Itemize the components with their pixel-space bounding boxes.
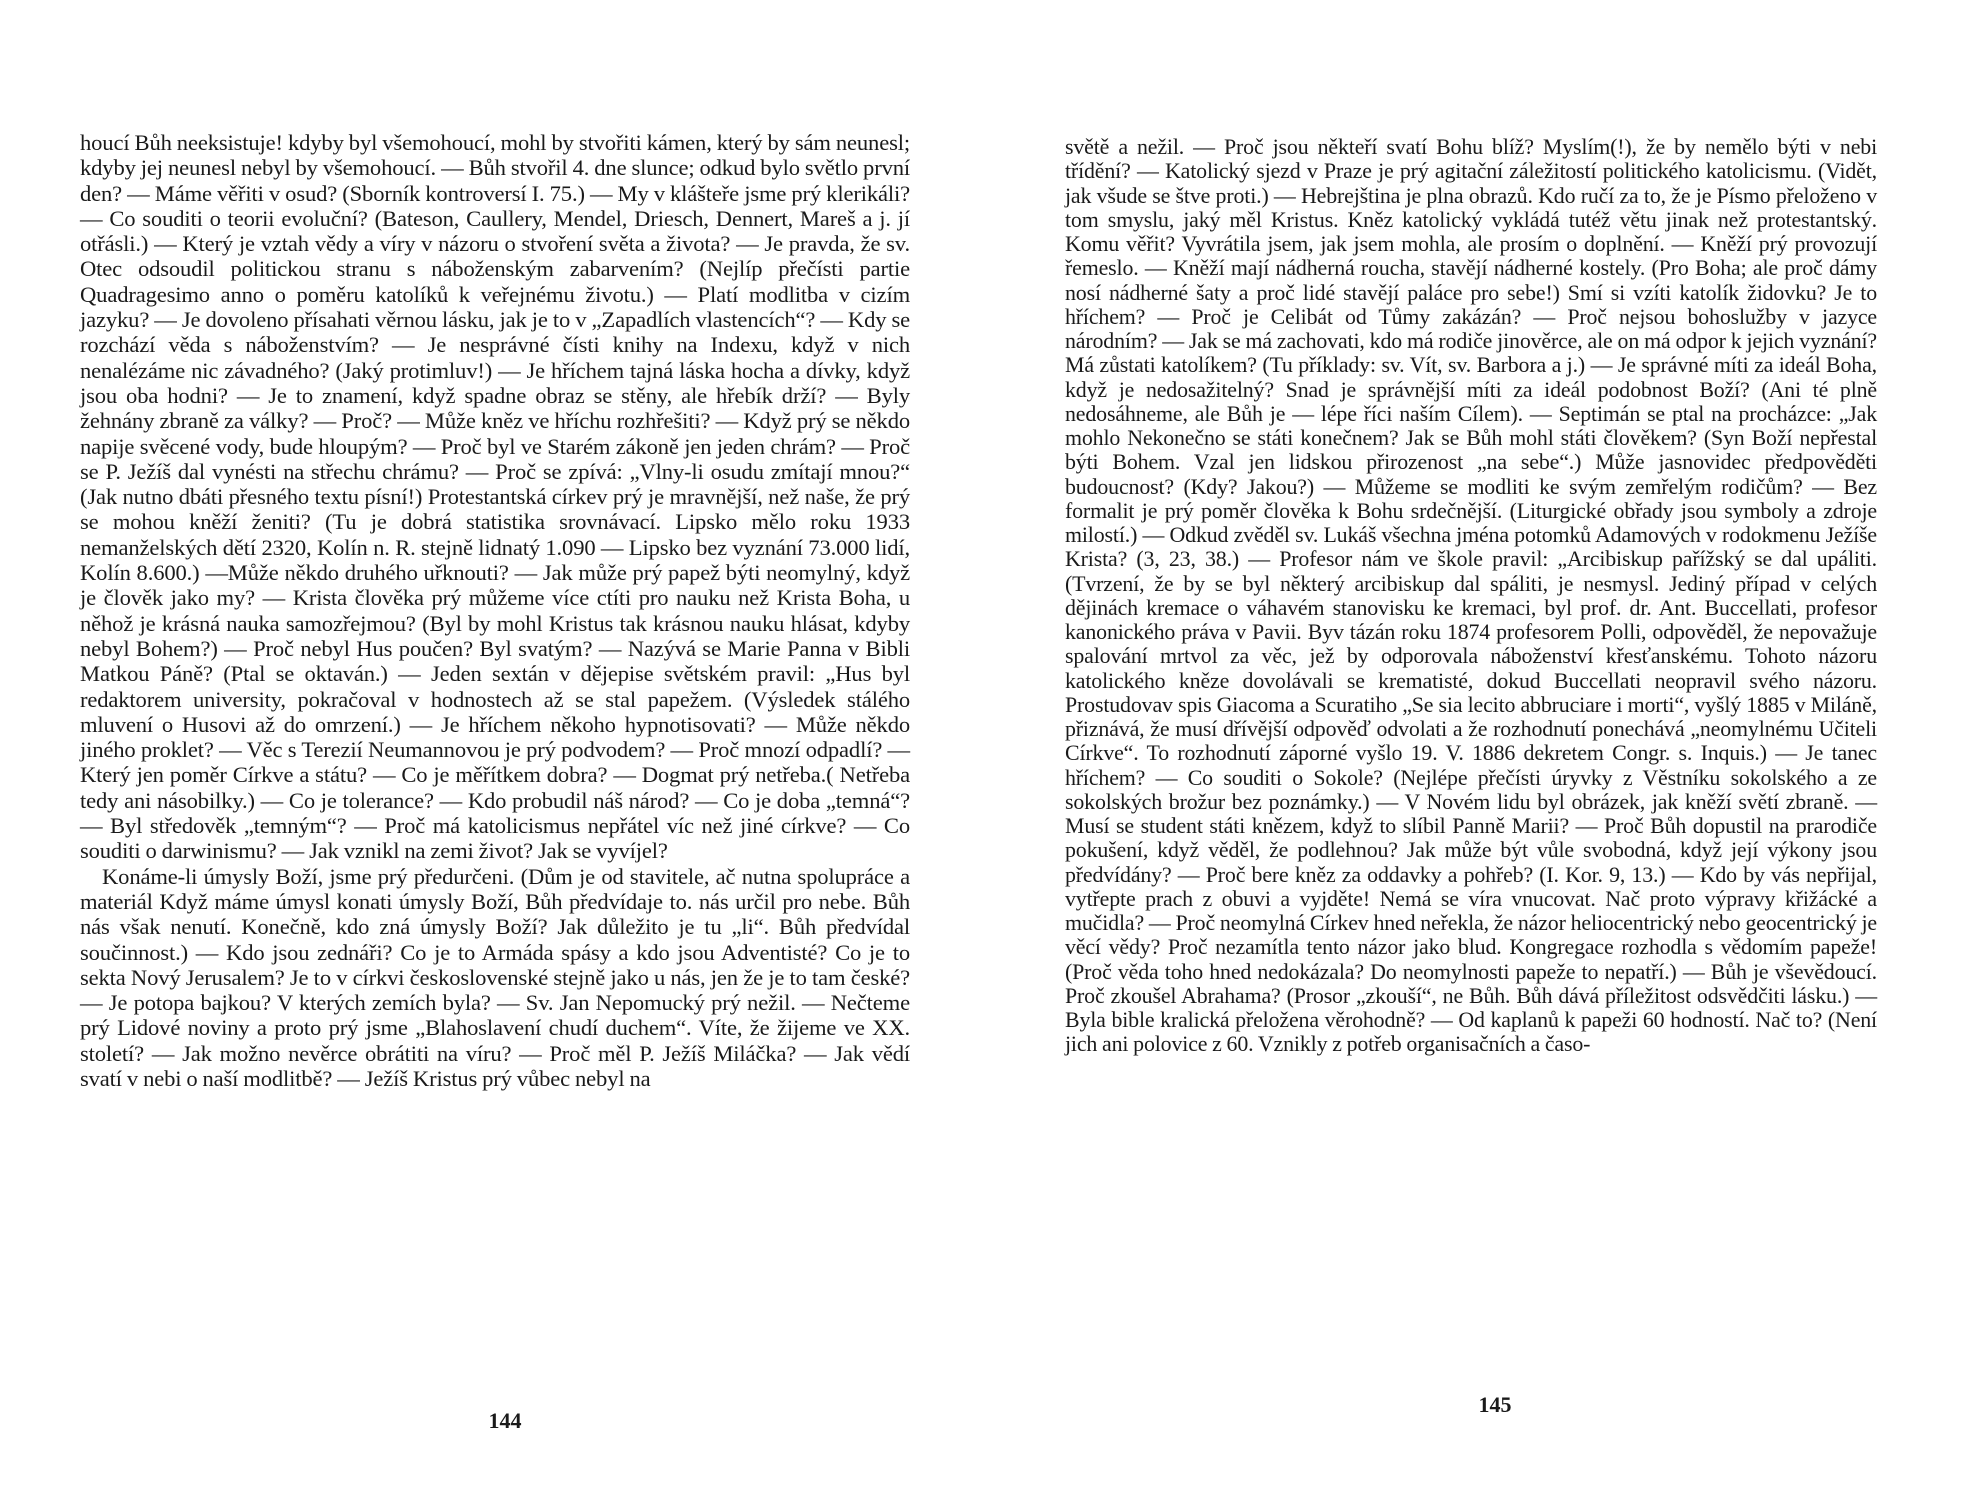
left-page (80, 0, 910, 1500)
page-number-left: 144 (488, 1408, 522, 1433)
left-paragraph-1: houcí Bůh neeksistuje! kdyby byl všemohoucí, mohl by stvořiti kámen, který by sám neunesl; kdyby jej neunesl nebyl by všemohoucí. — Bůh stvořil 4. dne slunce; odkud bylo světlo první den? — Máme věřiti v osud? (Sborník kontroversí I. 75.) — My v klášteře jsme prý klerikáli? — Co souditi o teorii evoluční? (Bateson, Caullery, Mendel, Driesch, Dennert, Mareš a j. jí otřásli.) — Který je vztah vědy a víry v názoru o stvoření světa a života? — Je pravda, že sv. Otec odsoudil politickou stranu s náboženským zabarvením? (Nejlíp přečísti partie Quadragesimo anno o poměru katolíků k veřejnému životu.) — Platí modlitba v cizím jazyku? — Je dovoleno přísahati věrnou lásku, jak je to v „Zapadlích vlastencích“? — Kdy se rozchází věda s náboženstvím? — Je nesprávné čísti knihy na Indexu, když v nich nenalézáme nic závadného? (Jaký protimluv!) — Je hříchem tajná láska hocha a dívky, když jsou oba hodni? — Je to znamení, když spadne obraz se stěny, ale hřebík drží? — Byly žehnány zbraně za války? — Proč? — Může kněz ve hříchu rozhřešiti? — Když prý se někdo napije svěcené vody, bude hloupým? — Proč byl ve Starém zákoně jen jeden chrám? — Proč se P. Ježíš dal vynésti na střechu chrámu? — Proč se zpívá: „Vlny-li osudu zmítají mnou?“ (Jak nutno dbáti přesného textu písní!) Protestantská církev prý je mravnější, než naše, že prý se mohou kněží ženiti? (Tu je dobrá statistika srovnávací. Lipsko mělo roku 1933 nemanželských dětí 2320, Kolín n. R. stejně lidnatý 1.090 — Lipsko bez vyznání 73.000 lidí, Kolín 8.600.) —Může někdo druhého uřknouti? — Jak může prý papež býti neomylný, když je člověk jako my? — Krista člověka prý můžeme více ctíti pro nauku než Krista Boha, u něhož je krásná nauka samozřejmou? (Byl by mohl Kristus tak krásnou nauku hlásat, kdyby nebyl Bohem?) — Proč nebyl Hus poučen? Byl svatým? — Nazývá se Marie Panna v Bibli Matkou Páně? (Ptal se oktaván.) — Jeden sextán v dějepise světském pravil: „Hus byl redaktorem university, pokračoval v hodnostech až se stal papežem. (Výsledek stálého mluvení o Husovi až do omrzení.) — Je hříchem někoho hypnotisovati? — Může někdo jiného proklet? — Věc s Terezií Neumannovou je prý podvodem? — Proč mnozí odpadlí? — Který jen poměr Církve a státu? — Co je měřítkem dobra? — Dogmat prý netřeba.( Netřeba tedy ani násobilky.) — Co je tolerance? — Kdo probudil náš národ? — Co je doba „temná“? — Byl středověk „temným“? — Proč má katolicismus nepřátel víc než jiné církve? — Co souditi o darwinismu? — Jak vznikl na zemi život? Jak se vyvíjel? (80, 130, 910, 864)
left-paragraph-2: Konáme-li úmysly Boží, jsme prý předurčeni. (Dům je od stavitele, ač nutna spolupráce a materiál Když máme úmysl konati úmysly Boží, Bůh předvídaje to. nás určil pro nebe. Bůh nás však nenutí. Konečně, kdo zná úmysly Boží? Jak důležito je tu „li“. Bůh předvídal součinnost.) — Kdo jsou zednáři? Co je to Armáda spásy a kdo jsou Adventisté? Co je to sekta Nový Jerusalem? Je to v církvi československé stejně jako u nás, jen že je to tam české? — Je potopa bajkou? V kterých zemích byla? — Sv. Jan Nepomucký prý nežil. — Nečteme prý Lidové noviny a proto prý jsme „Blahoslavení chudí duchem“. Víte, že žijeme ve XX. století? — Jak možno nevěrce obrátiti na víru? — Proč měl P. Ježíš Miláčka? — Jak vědí svatí v nebi o naší modlitbě? — Ježíš Kristus prý vůbec nebyl na (80, 863, 910, 1091)
right-page-text (1065, 135, 1877, 1057)
page-number-right: 145 (1478, 1392, 1512, 1417)
right-paragraph-1: světě a nežil. — Proč jsou někteří svatí Bohu blíž? Myslím(!), že by nemělo býti v nebi třídění? — Katolický sjezd v Praze je prý agitační záležitostí politického katolicismu. (Vidět, jak všude se štve proti.) — Hebrejština je plna obrazů. Kdo ručí za to, že je Písmo přeloženo v tom smyslu, jaký měl Kristus. Kněz katolický vykládá tutéž větu jinak než protestantský. Komu věřit? Vyvrátila jsem, jak jsem mohla, ale prosím o doplnění. — Kněží prý provozují řemeslo. — Kněží mají nádherná roucha, stavějí nádherné kostely. (Pro Boha; ale proč dámy nosí nádherné šaty a proč lidé stavějí paláce pro sebe!) Smí si vzíti katolík židovku? Je to hříchem? — Proč je Celibát od Tůmy zakázán? — Proč nejsou bohoslužby v jazyce národním? — Jak se má zachovati, kdo má rodiče jinověrce, ale on má odpor k jejich vyznání? Má zůstati katolíkem? (Tu příklady: sv. Vít, sv. Barbora a j.) — Je správné míti za ideál Boha, když je nedosažitelný? Snad je správnější míti za ideál podobnost Boží? (Ani té plně nedosáhneme, ale Bůh je — lépe říci naším Cílem). — Septimán se ptal na procházce: „Jak mohlo Nekonečno se státi konečnem? Jak se Bůh mohl státi člověkem? (Syn Boží nepřestal býti Bohem. Vzal jen lidskou přirozenost „na sebe“.) Může jasnovidec předpověděti budoucnost? (Kdy? Jakou?) — Můžeme se modliti ke svým zemřelým rodičům? — Bez formalit je prý poměr člověka k Bohu srdečnější. (Liturgické obřady jsou symboly a zdroje milostí.) — Odkud zvěděl sv. Lukáš všechna jména potomků Adamových v rodokmenu Ježíše Krista? (3, 23, 38.) — Profesor nám ve škole pravil: „Arcibiskup pařížský se dal upáliti. (Tvrzení, že by se byl některý arcibiskup dal spáliti, je nesmysl. Jediný případ v celých dějinách kremace o váhavém stanovisku ke kremaci, byl prof. dr. Ant. Buccellati, profesor kanonického práva v Pavii. Byv tázán roku 1874 profesorem Polli, odpověděl, že nepovažuje spalování mrtvol za věc, jež by odporovala náboženství křesťanskému. Tohoto názoru katolického kněze dovolávali se krematisté, dokud Buccellati neopravil svého názoru. Prostudovav spis Giacoma a Scuratiho „Se sia lecito abbruciare i morti“, vyšlý 1885 v Miláně, přiznává, že musí dřívější odpověď odvolati a že rozhodnutí ponechává „neomylnému Učiteli Církve“. To rozhodnutí záporné vyšlo 19. V. 1886 dekretem Congr. s. Inquis.) — Je tanec hříchem? — Co souditi o Sokole? (Nejlépe přečísti úryvky z Věstníku sokolského a ze sokolských brožur bez poznámky.) — V Novém lidu byl obrázek, jak kněží světí zbraně. — Musí se student státi knězem, když to slíbil Panně Marii? — Proč Bůh dopustil na prarodiče pokušení, když věděl, že podlehnou? Jak může být vůle svobodná, když její výkony jsou předvídány? — Proč bere kněz za oddavky a pohřeb? (I. Kor. 9, 13.) — Kdo by vás nepřijal, vytřepte prach z obuvi a vyjděte! Nemá se víra vnucovat. Nač proto výpravy křižácké a mučidla? — Proč neomylná Církev hned neřekla, že názor heliocentrický nebo geocentrický je věcí vědy? Proč nezamítla tento názor jako blud. Kongregace rozhodla s vědomím papeže! (Proč věda toho hned nedokázala? Do neomylnosti papeže to nepatří.) — Bůh je vševědoucí. Proč zkoušel Abrahama? (Prosor „zkouší“, ne Bůh. Bůh dává příležitost odsvědčiti lásku.) — Byla bible kralická přeložena věrohodně? — Od kaplanů k papeži 60 hodností. Nač to? (Není jich ani polovice z 60. Vznikly z potřeb organisačních a časo- (1065, 134, 1877, 1057)
left-page-text (80, 130, 910, 1091)
right-page (1065, 0, 1877, 1500)
